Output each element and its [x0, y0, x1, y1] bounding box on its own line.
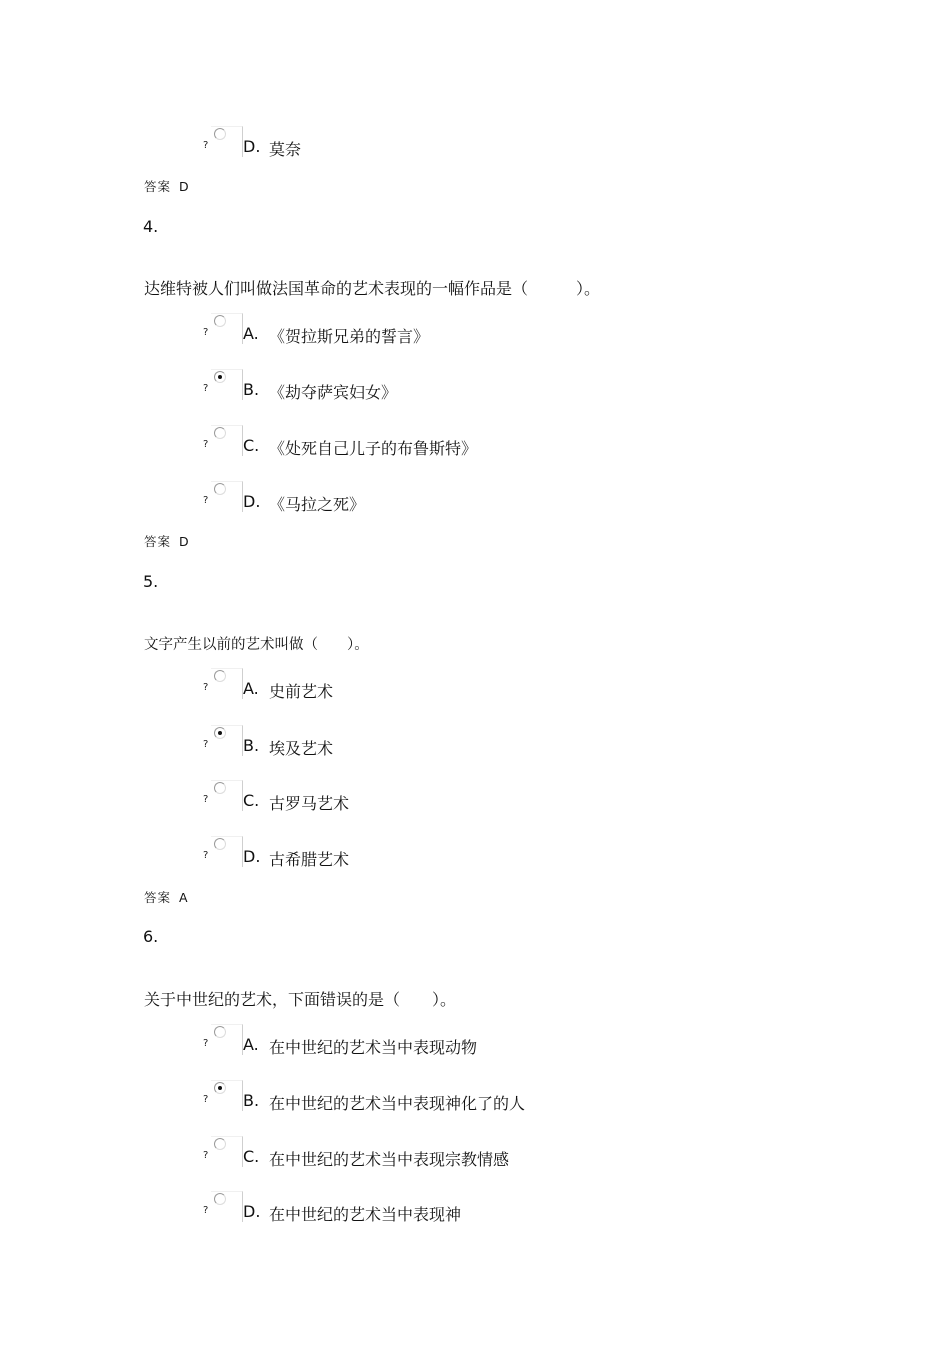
- radio-frame: [211, 1080, 243, 1111]
- radio-button[interactable]: [214, 483, 226, 495]
- radio-button[interactable]: [214, 670, 226, 682]
- question-number: 6.: [143, 927, 159, 946]
- radio-button[interactable]: [214, 128, 226, 140]
- option-text: 在中世纪的艺术当中表现神化了的人: [269, 1094, 526, 1113]
- option-row: [203, 668, 623, 702]
- option-row: [203, 1191, 623, 1225]
- option-text: 在中世纪的艺术当中表现神: [269, 1205, 462, 1224]
- option-text: 埃及艺术: [269, 739, 334, 758]
- option-letter: D.: [243, 492, 261, 511]
- radio-frame: [211, 369, 243, 400]
- radio-button[interactable]: [214, 1193, 226, 1205]
- radio-button[interactable]: [214, 427, 226, 439]
- question-text: 达维特被人们叫做法国革命的艺术表现的一幅作品是（ ）。: [144, 279, 601, 298]
- placeholder-glyph: ?: [203, 439, 209, 450]
- option-text: 《劫夺萨宾妇女》: [269, 383, 398, 402]
- radio-frame: [211, 836, 243, 867]
- radio-frame: [211, 313, 243, 344]
- option-text: 古罗马艺术: [269, 794, 350, 813]
- answer-label: 答案: [144, 179, 172, 194]
- option-letter: D.: [243, 137, 261, 156]
- option-letter: B.: [243, 736, 260, 755]
- radio-button[interactable]: [214, 1082, 226, 1094]
- option-text: 古希腊艺术: [269, 850, 350, 869]
- option-letter: B.: [243, 1091, 260, 1110]
- answer-line: [144, 888, 189, 906]
- placeholder-glyph: ?: [203, 327, 209, 338]
- radio-frame: [211, 425, 243, 456]
- answer-value: A: [179, 890, 189, 905]
- placeholder-glyph: ?: [203, 383, 209, 394]
- placeholder-glyph: ?: [203, 1205, 209, 1216]
- radio-frame: [211, 126, 243, 157]
- answer-value: D: [179, 534, 190, 549]
- answer-line: [144, 177, 190, 195]
- placeholder-glyph: ?: [203, 682, 209, 693]
- radio-frame: [211, 1136, 243, 1167]
- option-letter: C.: [243, 436, 260, 455]
- placeholder-glyph: ?: [203, 1150, 209, 1161]
- option-letter: B.: [243, 380, 260, 399]
- radio-button[interactable]: [214, 782, 226, 794]
- radio-button[interactable]: [214, 1026, 226, 1038]
- option-row: [203, 1136, 623, 1170]
- option-row: [203, 126, 623, 160]
- option-letter: C.: [243, 1147, 260, 1166]
- question-number: 4.: [143, 217, 159, 236]
- placeholder-glyph: ?: [203, 739, 209, 750]
- answer-line: [144, 532, 190, 550]
- option-text: 在中世纪的艺术当中表现动物: [269, 1038, 478, 1057]
- radio-frame: [211, 1191, 243, 1222]
- option-row: [203, 481, 623, 515]
- placeholder-glyph: ?: [203, 1038, 209, 1049]
- option-text: 在中世纪的艺术当中表现宗教情感: [269, 1150, 510, 1169]
- radio-frame: [211, 481, 243, 512]
- option-text: 《贺拉斯兄弟的誓言》: [269, 327, 430, 346]
- question-text: 关于中世纪的艺术，下面错误的是（ ）。: [144, 990, 457, 1009]
- option-text: 《处死自己儿子的布鲁斯特》: [269, 439, 478, 458]
- option-text: 莫奈: [269, 140, 302, 159]
- question-text: 文字产生以前的艺术叫做（ ）。: [144, 637, 369, 653]
- radio-frame: [211, 725, 243, 756]
- radio-button[interactable]: [214, 1138, 226, 1150]
- placeholder-glyph: ?: [203, 1094, 209, 1105]
- option-row: [203, 1080, 623, 1114]
- answer-value: D: [179, 179, 190, 194]
- option-text: 《马拉之死》: [269, 495, 366, 514]
- option-letter: C.: [243, 791, 260, 810]
- radio-button[interactable]: [214, 838, 226, 850]
- radio-button[interactable]: [214, 315, 226, 327]
- radio-button[interactable]: [214, 727, 226, 739]
- radio-button[interactable]: [214, 371, 226, 383]
- placeholder-glyph: ?: [203, 794, 209, 805]
- option-letter: D.: [243, 847, 261, 866]
- radio-frame: [211, 1024, 243, 1055]
- option-row: [203, 313, 623, 347]
- radio-frame: [211, 668, 243, 699]
- option-text: 史前艺术: [269, 682, 334, 701]
- placeholder-glyph: ?: [203, 495, 209, 506]
- placeholder-glyph: ?: [203, 850, 209, 861]
- option-letter: A.: [243, 679, 259, 698]
- option-letter: D.: [243, 1202, 261, 1221]
- option-letter: A.: [243, 1035, 259, 1054]
- option-row: [203, 836, 623, 870]
- option-row: [203, 780, 623, 814]
- question-number: 5.: [143, 572, 159, 591]
- answer-label: 答案: [144, 890, 172, 905]
- option-row: [203, 1024, 623, 1058]
- option-letter: A.: [243, 324, 259, 343]
- placeholder-glyph: ?: [203, 140, 209, 151]
- answer-label: 答案: [144, 534, 172, 549]
- option-row: [203, 369, 623, 403]
- option-row: [203, 725, 623, 759]
- option-row: [203, 425, 623, 459]
- radio-frame: [211, 780, 243, 811]
